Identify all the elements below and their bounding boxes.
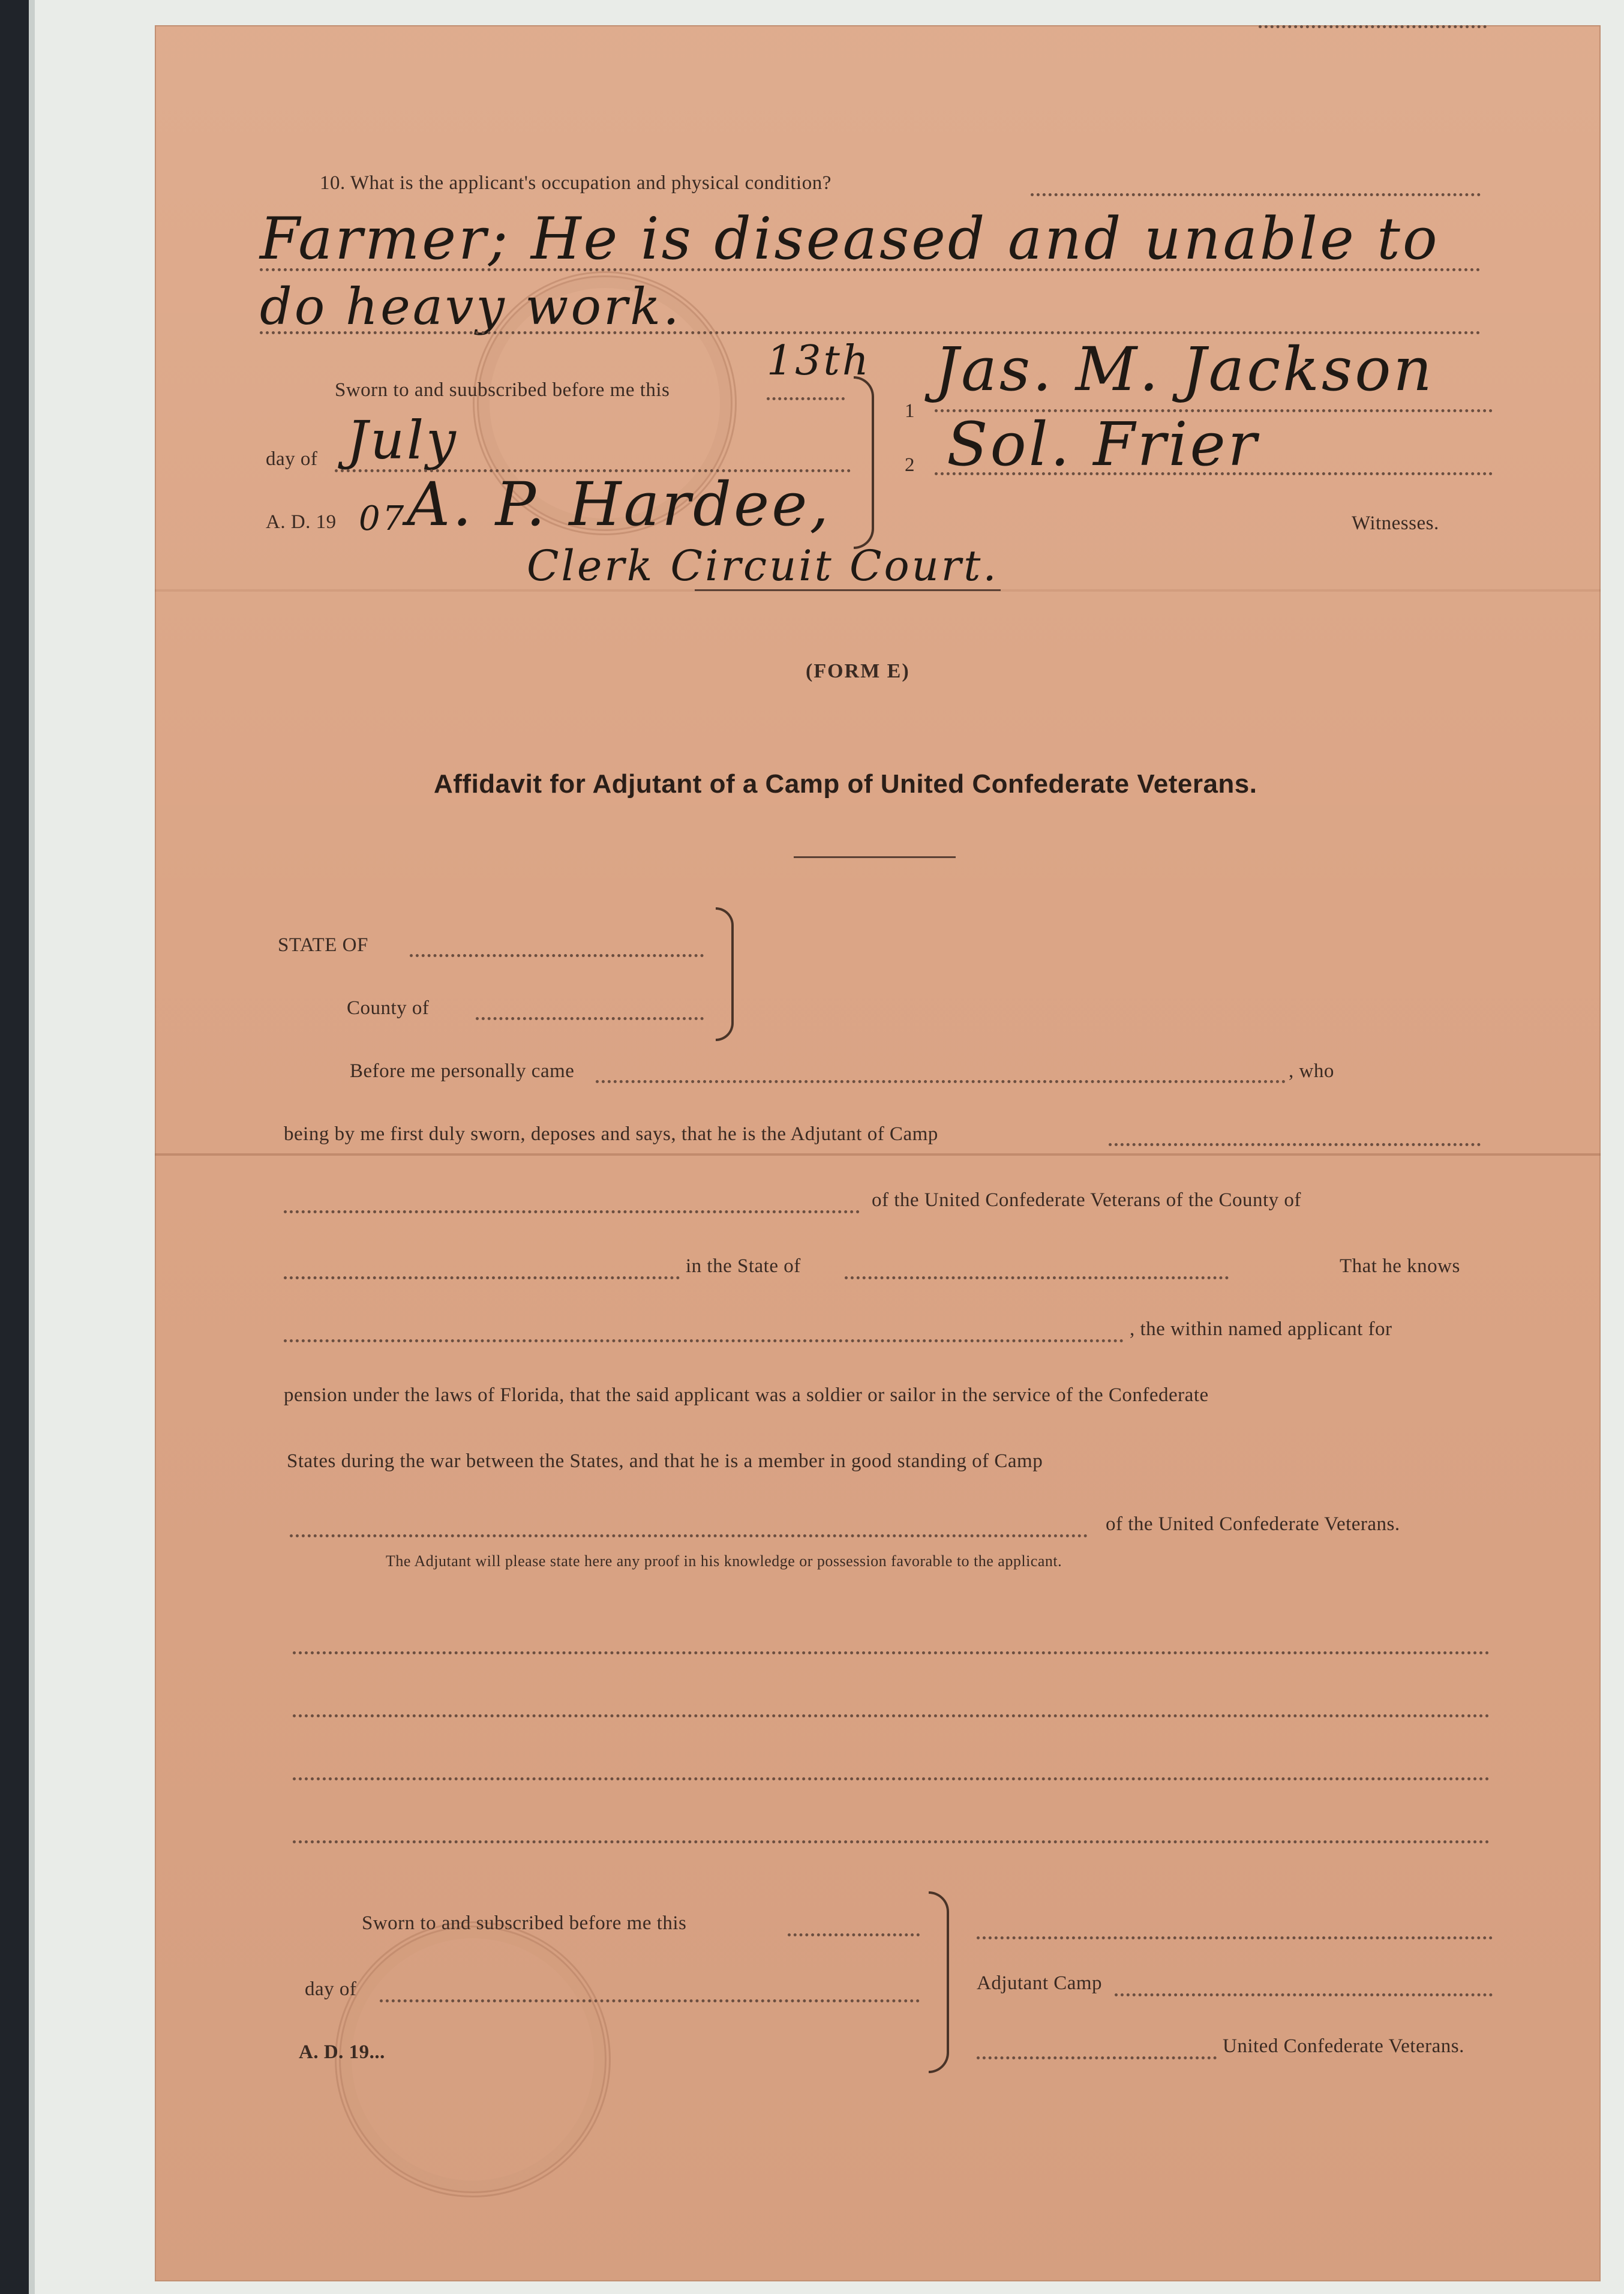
proof-line xyxy=(293,1777,1490,1780)
line-that-he-knows: That he knows xyxy=(1340,1255,1460,1277)
clerk-signature: A. P. Hardee, xyxy=(407,469,831,539)
line-pension-laws: pension under the laws of Florida, that the said applicant was a soldier or sailor in the service of the Confederate xyxy=(284,1384,1209,1406)
state-of-label: STATE OF xyxy=(278,934,368,956)
bottom-day-of-label: day of xyxy=(305,1978,357,2000)
dotted-line xyxy=(290,1534,1088,1537)
dotted-line xyxy=(284,1276,680,1279)
handwritten-year: 07 xyxy=(359,499,407,538)
bottom-sworn-label: Sworn to and subscribed before me this xyxy=(362,1912,687,1934)
witness-number-2: 2 xyxy=(905,454,915,476)
dotted-line xyxy=(410,954,704,957)
dotted-line xyxy=(1259,25,1487,28)
witness-number-1: 1 xyxy=(905,400,915,422)
brace xyxy=(854,376,874,549)
line-of-ucv: of the United Confederate Veterans. xyxy=(1106,1513,1400,1535)
ad-label: A. D. 19 xyxy=(266,511,337,533)
ucv-label: United Confederate Veterans. xyxy=(1223,2035,1464,2057)
dotted-line xyxy=(284,1210,860,1213)
handwritten-answer-line2: do heavy work. xyxy=(260,277,682,336)
dotted-line xyxy=(260,268,1481,271)
dotted-line xyxy=(380,1999,920,2002)
line-applicant-for: , the within named applicant for xyxy=(1130,1318,1392,1340)
bottom-ad-label: A. D. 19... xyxy=(299,2041,385,2063)
county-of-label: County of xyxy=(347,997,430,1019)
form-e-label: (FORM E) xyxy=(806,660,910,682)
dotted-line xyxy=(284,1339,1124,1342)
sworn-label: Sworn to and suubscribed before me this xyxy=(335,379,670,401)
dotted-line xyxy=(788,1933,920,1936)
handwritten-day-number: 13th xyxy=(767,337,871,385)
brace xyxy=(929,1891,949,2073)
dotted-line xyxy=(1109,1143,1481,1146)
line-who: , who xyxy=(1289,1060,1334,1082)
line-state-of: in the State of xyxy=(686,1255,801,1277)
line-ucv-county: of the United Confederate Veterans of the County of xyxy=(872,1189,1301,1211)
dotted-line xyxy=(596,1080,1286,1083)
clerk-title: Clerk Circuit Court. xyxy=(527,541,999,590)
fold-line xyxy=(155,1153,1601,1156)
proof-line xyxy=(293,1651,1490,1654)
dotted-line xyxy=(1115,1993,1493,1996)
adjutant-camp-label: Adjutant Camp xyxy=(977,1972,1103,1994)
witness-1-signature: Jas. M. Jackson xyxy=(935,334,1434,404)
witnesses-label: Witnesses. xyxy=(1352,512,1439,534)
day-of-label: day of xyxy=(266,448,318,470)
affidavit-title: Affidavit for Adjutant of a Camp of United Confederate Veterans. xyxy=(434,769,1257,799)
adjutant-signature-line xyxy=(977,1936,1493,1939)
title-underline xyxy=(794,856,956,858)
dotted-line xyxy=(935,472,1493,475)
binder-edge xyxy=(29,0,35,2294)
proof-line xyxy=(293,1714,1490,1717)
witness-2-signature: Sol. Frier xyxy=(947,409,1259,479)
signature-underline xyxy=(695,589,1001,591)
handwritten-answer-line1: Farmer; He is diseased and unable to xyxy=(260,205,1440,272)
handwritten-month: July xyxy=(347,409,458,471)
line-good-standing: States during the war between the States, and that he is a member in good standing of Camp xyxy=(287,1450,1043,1472)
dotted-line xyxy=(767,397,845,400)
dotted-line xyxy=(977,2056,1217,2059)
document-page xyxy=(155,25,1601,2281)
proof-line xyxy=(293,1840,1490,1843)
line-before-me: Before me personally came xyxy=(350,1060,575,1082)
adjutant-instruction: The Adjutant will please state here any proof in his knowledge or possession favorable to the applicant. xyxy=(386,1552,1062,1570)
dotted-line xyxy=(476,1017,704,1020)
question-10-label: 10. What is the applicant's occupation and physical condition? xyxy=(320,172,831,194)
binder-strip xyxy=(0,0,29,2294)
dotted-line xyxy=(1031,193,1481,196)
line-adjutant-of-camp: being by me first duly sworn, deposes and says, that he is the Adjutant of Camp xyxy=(284,1123,938,1145)
dotted-line xyxy=(845,1276,1229,1279)
brace xyxy=(716,907,734,1041)
